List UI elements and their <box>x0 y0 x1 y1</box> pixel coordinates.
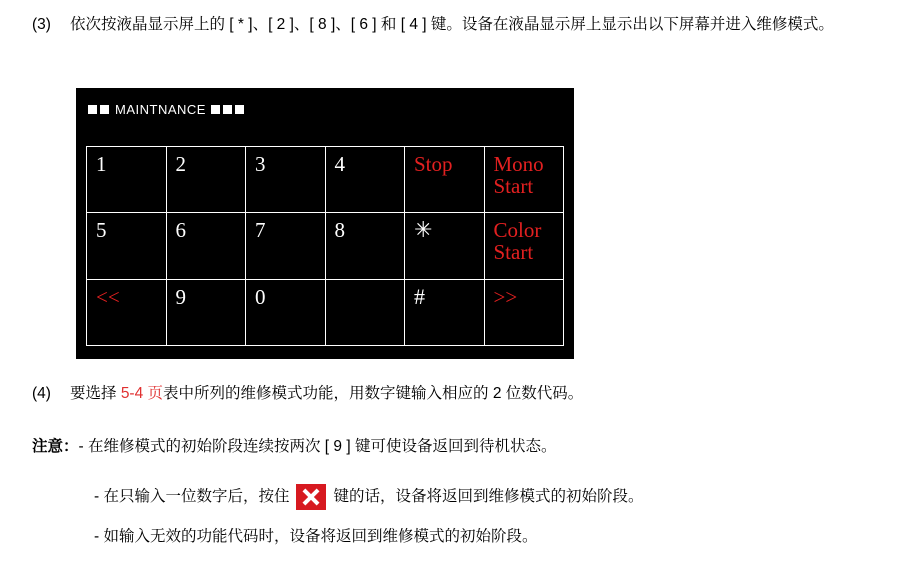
square-icon <box>100 105 109 114</box>
step-4-suffix: 表中所列的维修模式功能，用数字键输入相应的 2 位数代码。 <box>163 385 584 402</box>
keypad-cell-label: 3 <box>255 152 266 176</box>
step-4-text <box>70 381 884 407</box>
note-line-3 <box>94 524 537 550</box>
red-x-key-icon <box>296 484 326 510</box>
step-4-prefix: 要选择 <box>70 385 121 402</box>
keypad-cell-3[interactable] <box>246 147 326 213</box>
keypad-cell-label: 5 <box>96 218 107 243</box>
square-icon <box>235 105 244 114</box>
note-line-3-text: - 如输入无效的功能代码时，设备将返回到维修模式的初始阶段。 <box>94 528 538 545</box>
keypad-cell-8[interactable] <box>326 213 406 279</box>
note-line-2-before: - 在只输入一位数字后，按住 <box>94 488 290 505</box>
keypad-cell-label: 0 <box>255 284 266 309</box>
note-block <box>32 434 892 545</box>
keypad-cell-4[interactable] <box>326 147 406 213</box>
step-3-marker: (3) <box>32 16 51 33</box>
keypad-cell-next[interactable] <box>485 280 565 346</box>
keypad-cell-label: 4 <box>334 152 345 176</box>
keypad-cell-9[interactable] <box>167 280 247 346</box>
square-icon <box>211 105 220 114</box>
keypad-cell-2[interactable] <box>167 147 247 213</box>
keypad-cell-stop[interactable] <box>405 147 485 213</box>
keypad-cell-label: 2 <box>175 152 186 176</box>
step-3 <box>32 12 884 38</box>
keypad-cell-label-line2: Start <box>493 240 534 265</box>
square-icon <box>223 105 232 114</box>
square-icon <box>88 105 97 114</box>
keypad-cell-asterisk[interactable] <box>405 213 485 279</box>
lcd-title-label: MAINTNANCE <box>115 102 206 117</box>
note-line-2-after: 键的话，设备将返回到维修模式的初始阶段。 <box>333 488 644 505</box>
keypad-cell-prev[interactable] <box>87 280 167 346</box>
note-first-line <box>32 434 892 460</box>
page-reference-link[interactable]: 5-4 页 <box>120 385 164 402</box>
note-label: 注意： <box>32 438 79 455</box>
keypad-cell-mono-start[interactable] <box>485 147 565 213</box>
lcd-screen-illustration <box>76 88 574 359</box>
hash-icon: # <box>414 283 425 309</box>
keypad-cell-label: 9 <box>175 284 186 309</box>
keypad-cell-color-start[interactable] <box>485 213 565 279</box>
step-4-marker: (4) <box>32 385 51 402</box>
keypad-cell-5[interactable] <box>87 213 167 279</box>
keypad-cell-label: 7 <box>255 218 266 243</box>
keypad-cell-hash[interactable] <box>405 280 485 346</box>
lcd-title-bar <box>88 102 244 117</box>
step-3-text: 依次按液晶显示屏上的 [ * ]、[ 2 ]、[ 8 ]、[ 6 ] 和 [ 4 ] 键。设备在液晶显示屏上显示出以下屏幕并进入维修模式。 <box>70 16 834 33</box>
asterisk-icon: ✳ <box>414 217 433 243</box>
keypad-cell-label: 1 <box>96 152 107 176</box>
keypad-cell-1[interactable] <box>87 147 167 213</box>
keypad-cell-label: 6 <box>175 218 186 243</box>
keypad-cell-0[interactable] <box>246 280 326 346</box>
keypad-cell-blank[interactable] <box>326 280 406 346</box>
keypad-cell-7[interactable] <box>246 213 326 279</box>
note-line-2 <box>94 484 644 510</box>
double-right-arrow-icon: >> <box>493 284 518 309</box>
step-4 <box>32 381 884 407</box>
keypad-cell-label: Stop <box>414 152 453 176</box>
double-left-arrow-icon: << <box>96 284 120 309</box>
note-line-1: - 在维修模式的初始阶段连续按两次 [ 9 ] 键可使设备返回到待机状态。 <box>78 438 557 455</box>
keypad-cell-6[interactable] <box>167 213 247 279</box>
keypad-cell-label-line2: Start <box>493 174 534 198</box>
keypad-cell-label: 8 <box>334 218 345 243</box>
keypad-cell-label: Mono <box>493 152 544 176</box>
keypad-cell-label: Color <box>493 218 542 243</box>
keypad-grid <box>86 146 564 346</box>
